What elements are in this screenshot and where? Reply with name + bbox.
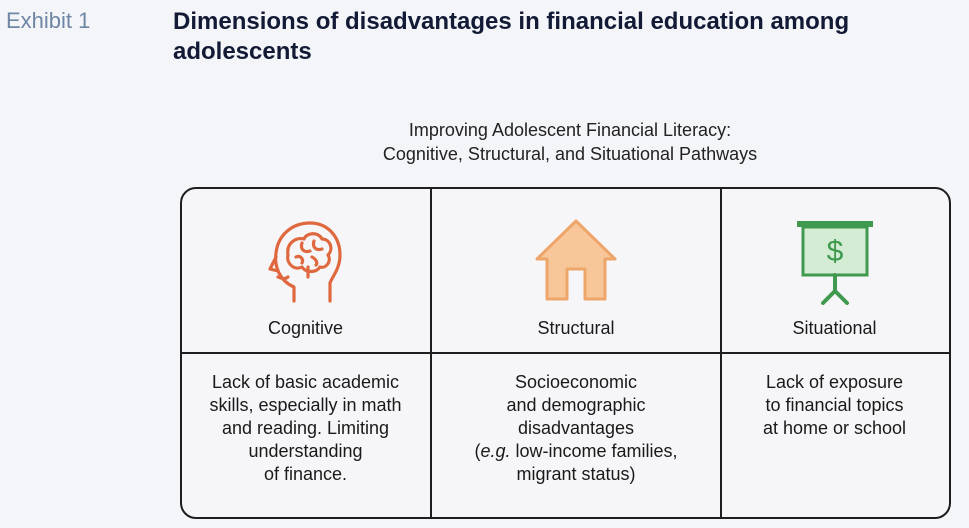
description-line: skills, especially in math	[209, 395, 402, 415]
description-line: at home or school	[762, 418, 907, 438]
dimensions-panel	[180, 187, 951, 519]
brain-head-icon	[266, 217, 346, 312]
description-line: Socioeconomic	[514, 372, 638, 392]
description-line: migrant status)	[516, 464, 636, 484]
column-structural	[430, 189, 722, 517]
description-line: of finance.	[263, 464, 348, 484]
label-situational: Situational	[792, 318, 877, 338]
page-title: Dimensions of disadvantages in financial education among adolescents	[173, 8, 850, 65]
description-line: and reading. Limiting	[221, 418, 390, 438]
subtitle-line-2: Cognitive, Structural, and Situational Pathways	[382, 144, 758, 164]
label-structural: Structural	[537, 318, 615, 338]
description-line: Lack of exposure	[765, 372, 904, 392]
exhibit-label: Exhibit 1	[6, 8, 91, 33]
description-structural	[440, 371, 712, 486]
description-line: understanding	[248, 441, 363, 461]
column-situational	[720, 189, 949, 517]
dollar-board-icon	[793, 217, 877, 310]
svg-text:$: $	[826, 235, 843, 268]
description-situational	[728, 371, 941, 440]
description-line: Lack of basic academic	[211, 372, 400, 392]
diagram-subtitle	[300, 118, 840, 166]
description-line: (e.g. low-income families,	[474, 441, 678, 461]
description-cognitive	[190, 371, 421, 486]
description-line: disadvantages	[517, 418, 635, 438]
description-line: to financial topics	[765, 395, 904, 415]
column-cognitive	[182, 189, 429, 517]
subtitle-line-1: Improving Adolescent Financial Literacy:	[408, 120, 732, 140]
description-line: and demographic	[506, 395, 646, 415]
house-icon	[533, 217, 619, 306]
label-cognitive: Cognitive	[267, 318, 344, 338]
